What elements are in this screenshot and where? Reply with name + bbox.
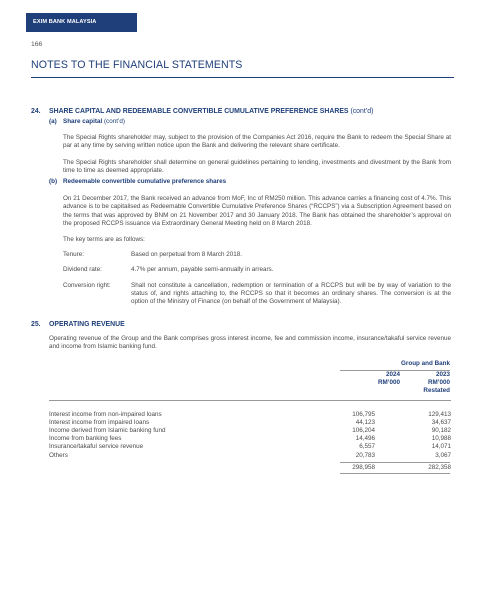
page-number: 166	[31, 41, 43, 48]
section-24-number: 24.	[31, 108, 41, 115]
total-top-rule-2023	[390, 462, 450, 463]
subsection-a-label: (a)	[49, 118, 57, 125]
column-2024-unit: RM’000	[377, 378, 400, 386]
section-24-title: SHARE CAPITAL AND REDEEMABLE CONVERTIBLE CUMULATIVE PREFERENCE SHARES	[49, 108, 349, 115]
section-24-heading	[31, 107, 451, 116]
row-label: Income derived from Islamic banking fund	[49, 427, 166, 435]
section-25-heading	[31, 320, 451, 329]
table-body	[49, 401, 451, 460]
table-row	[49, 411, 451, 419]
column-2024-year: 2024	[385, 370, 400, 378]
subsection-b-label: (b)	[49, 178, 58, 186]
paragraph-24b-2: The key terms are as follows:	[63, 236, 145, 244]
column-2023-header	[390, 371, 450, 396]
table-total-row	[49, 464, 451, 472]
header-band-text: EXIM BANK MALAYSIA	[33, 19, 97, 25]
row-value-2024: 14,496	[355, 435, 375, 443]
key-terms	[63, 251, 451, 306]
term-value: Based on perpetual from 8 March 2018.	[131, 251, 242, 259]
table-row	[49, 419, 451, 427]
content	[31, 107, 451, 476]
paragraph-24a-2: The Special Rights shareholder shall determine on general guidelines pertaining to lending, investments and divestment by the Bank from time to time as deemed appropriate.	[63, 158, 451, 174]
operating-revenue-table	[49, 360, 451, 476]
term-label: Dividend rate:	[63, 266, 102, 274]
term-value: Shall not constitute a cancellation, redemption or termination of a RCCPS but will be by way of variation to the status of, and rights attaching to, the RCCPS so that it becomes an ordinary shares. The conversion is at the option of the Ministry of Finance (on behalf of the Government of Malaysia).	[131, 281, 451, 306]
subsection-a-cont: (cont’d)	[103, 118, 125, 125]
row-value-2023: 3,067	[435, 451, 451, 459]
title-rule	[31, 77, 454, 78]
subsection-b-title: Redeemable convertible cumulative preference shares	[63, 178, 227, 186]
column-2023-year: 2023	[435, 370, 450, 378]
page-title: NOTES TO THE FINANCIAL STATEMENTS	[31, 59, 243, 71]
row-value-2024: 106,204	[352, 427, 375, 435]
term-row	[63, 282, 451, 307]
group-label: Group and Bank	[401, 359, 450, 367]
row-value-2024: 6,557	[359, 443, 375, 451]
row-value-2023: 10,988	[431, 435, 451, 443]
row-label: Interest income from impaired loans	[49, 418, 150, 426]
total-top-rules	[49, 460, 451, 464]
table-row	[49, 443, 451, 451]
header-band	[26, 13, 137, 32]
total-value-2023: 282,358	[428, 463, 451, 471]
row-value-2023: 90,182	[431, 427, 451, 435]
table-row	[49, 452, 451, 460]
row-value-2023: 34,637	[431, 418, 451, 426]
table-row	[49, 427, 451, 435]
row-label: Others	[49, 451, 68, 459]
subsection-a-title: Share capital	[63, 118, 103, 125]
total-bottom-rule-2023	[390, 473, 450, 474]
term-value: 4.7% per annum, payable semi-annually in arrears.	[131, 266, 274, 274]
row-value-2023: 129,413	[428, 410, 451, 418]
section-25-number: 25.	[31, 321, 41, 329]
total-bottom-rules	[49, 473, 451, 476]
row-label: Insurance/takaful service revenue	[49, 443, 144, 451]
paragraph-24a-1: The Special Rights shareholder may, subject to the provision of the Companies Act 2016, require the Bank to redeem the Special Share at par at any time by serving written notice upon the Bank and delivering the relevant share certificate.	[63, 134, 451, 150]
paragraph-25-1: Operating revenue of the Group and the Bank comprises gross interest income, fee and commission income, insurance/takaful service revenue and income from Islamic banking fund.	[49, 335, 451, 351]
table-row	[49, 435, 451, 443]
row-value-2024: 106,795	[352, 410, 375, 418]
term-label: Conversion right:	[63, 281, 111, 289]
column-2023-unit: RM’000	[427, 378, 450, 386]
row-value-2024: 44,123	[355, 418, 375, 426]
subsection-a-heading	[49, 118, 451, 126]
row-label: Income from banking fees	[49, 435, 122, 443]
row-value-2023: 14,071	[431, 443, 451, 451]
row-label: Interest income from non-impaired loans	[49, 410, 162, 418]
section-24-cont: (cont’d)	[350, 108, 374, 115]
column-2023-note: Restated	[423, 387, 450, 395]
table-column-headers	[49, 360, 451, 400]
term-label: Tenure:	[63, 251, 85, 259]
subsection-b-heading	[49, 178, 451, 186]
total-value-2024: 298,958	[352, 463, 375, 471]
paragraph-24b-1: On 21 December 2017, the Bank received an advance from MoF, Inc of RM250 million. This advance carries a financing cost of 4.7%. This advance is to be capitalised as Redeemable Convertible Cumulative Preference Shares (“RCCPS”) via a Subscription Agreement based on the terms that was approved by BNM on 21 November 2017 and 30 January 2018. The Bank has obtained the shareholder’s approval on the proposed RCCPS issuance via Extraordinary General Meeting held on 8 March 2018.	[63, 195, 451, 227]
section-25-title: OPERATING REVENUE	[49, 321, 125, 329]
term-row	[63, 251, 451, 259]
term-row	[63, 266, 451, 274]
row-value-2024: 20,783	[355, 451, 375, 459]
